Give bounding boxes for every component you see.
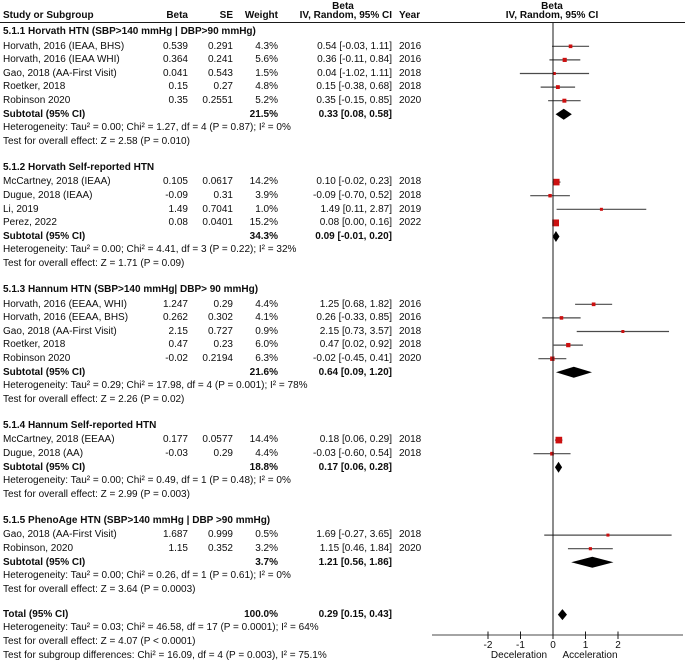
study-beta: -0.02 — [165, 352, 188, 364]
study-row — [0, 325, 685, 339]
study-se: 0.31 — [213, 189, 233, 201]
subgroup-heading-label: 5.1.2 Horvath Self-reported HTN — [3, 161, 155, 173]
study-ci: -0.03 [-0.60, 0.54] — [313, 447, 392, 459]
study-beta: -0.09 — [165, 189, 188, 201]
study-beta: 0.08 — [168, 217, 188, 229]
subgroup-differences-text: Test for subgroup differences: Chi² = 16.09, df = 4 (P = 0.003), I² = 75.1% — [3, 649, 327, 661]
study-row — [0, 298, 685, 312]
study-weight: 15.2% — [249, 217, 278, 229]
study-ci: 0.04 [-1.02, 1.11] — [317, 67, 392, 79]
study-ci: 0.47 [0.02, 0.92] — [319, 339, 392, 351]
subtotal-row — [0, 461, 685, 475]
subtotal-row — [0, 230, 685, 244]
study-row — [0, 352, 685, 366]
study-weight: 4.1% — [255, 312, 278, 324]
study-se: 0.241 — [207, 54, 233, 66]
heterogeneity-row — [0, 569, 685, 583]
study-label: Robinson, 2020 — [3, 542, 74, 554]
study-label: Gao, 2018 (AA-First Visit) — [3, 67, 117, 79]
study-ci: -0.09 [-0.70, 0.52] — [313, 189, 392, 201]
study-se: 0.999 — [207, 529, 233, 541]
study-se: 0.543 — [207, 67, 233, 79]
study-row — [0, 203, 685, 217]
axis-annotation-acceleration: Acceleration — [562, 650, 618, 661]
study-label: Gao, 2018 (AA-First Visit) — [3, 529, 117, 541]
total-label: Total (95% CI) — [3, 608, 69, 620]
study-year: 2016 — [399, 312, 422, 324]
subtotal-label: Subtotal (95% CI) — [3, 366, 86, 378]
subgroup-heading — [0, 282, 685, 298]
subgroup-heading-label: 5.1.1 Horvath HTN (SBP>140 mmHg | DBP>90 mmHg) — [3, 26, 256, 37]
study-row — [0, 528, 685, 542]
overall-effect-text: Test for overall effect: Z = 3.64 (P = 0.0003) — [3, 583, 196, 595]
study-year: 2018 — [399, 529, 422, 541]
study-row — [0, 80, 685, 94]
x-tick-label: -2 — [483, 640, 493, 651]
study-se: 0.302 — [207, 312, 233, 324]
subgroup-heading-label: 5.1.4 Hannum Self-reported HTN — [3, 419, 157, 431]
study-row — [0, 94, 685, 108]
header-separator-line — [0, 22, 685, 24]
study-year: 2018 — [399, 325, 422, 337]
study-weight: 6.0% — [255, 339, 278, 351]
study-beta: 0.15 — [168, 81, 188, 93]
study-ci: 0.35 [-0.15, 0.85] — [316, 94, 392, 106]
study-beta: 1.687 — [162, 529, 188, 541]
study-se: 0.352 — [207, 542, 233, 554]
subtotal-ci: 0.09 [-0.01, 0.20] — [315, 230, 392, 242]
overall-effect-row — [0, 583, 685, 597]
subgroup-heading-label: 5.1.5 PhenoAge HTN (SBP>140 mmHg | DBP >90 mmHg) — [3, 514, 271, 526]
study-label: Robinson 2020 — [3, 352, 71, 364]
subtotal-weight: 18.8% — [249, 461, 278, 473]
subgroup-heading-label: 5.1.3 Hannum HTN (SBP>140 mmHg| DBP> 90 mmHg) — [3, 284, 259, 295]
overall-effect-text: Test for overall effect: Z = 2.58 (P = 0.010) — [3, 135, 190, 147]
study-weight: 4.4% — [255, 447, 278, 459]
study-se: 0.2551 — [202, 94, 233, 106]
study-beta: 0.47 — [168, 339, 188, 351]
subtotal-label: Subtotal (95% CI) — [3, 230, 86, 242]
study-label: Perez, 2022 — [3, 217, 57, 229]
study-weight: 1.5% — [255, 67, 278, 79]
subtotal-ci: 0.64 [0.09, 1.20] — [318, 366, 392, 378]
subtotal-label: Subtotal (95% CI) — [3, 108, 86, 120]
subtotal-label: Subtotal (95% CI) — [3, 556, 86, 568]
study-weight: 5.6% — [255, 54, 278, 66]
total-row — [0, 608, 685, 622]
heterogeneity-text: Heterogeneity: Tau² = 0.00; Chi² = 1.27, df = 4 (P = 0.87); I² = 0% — [3, 122, 291, 134]
study-row — [0, 40, 685, 54]
study-ci: 0.26 [-0.33, 0.85] — [316, 312, 392, 324]
study-beta: -0.03 — [165, 447, 188, 459]
subtotal-ci: 0.17 [0.06, 0.28] — [318, 461, 392, 473]
study-label: Horvath, 2016 (EEAA, BHS) — [3, 312, 129, 324]
study-label: Li, 2019 — [3, 203, 39, 215]
plot-effect-group-header: Beta — [541, 1, 563, 12]
study-row — [0, 542, 685, 556]
study-beta: 0.364 — [162, 54, 188, 66]
heterogeneity-row — [0, 121, 685, 135]
study-ci: 1.25 [0.68, 1.82] — [319, 298, 392, 310]
study-se: 0.27 — [213, 81, 233, 93]
study-se: 0.291 — [207, 40, 233, 52]
study-ci: -0.02 [-0.45, 0.41] — [313, 352, 392, 364]
subtotal-weight: 34.3% — [249, 230, 278, 242]
study-year: 2018 — [399, 67, 422, 79]
study-label: Horvath, 2016 (EEAA, WHI) — [3, 298, 127, 310]
study-beta: 0.177 — [162, 434, 188, 446]
study-beta: 1.49 — [168, 203, 188, 215]
total-overall-effect-text: Test for overall effect: Z = 4.07 (P < 0.0001) — [3, 636, 196, 647]
overall-effect-text: Test for overall effect: Z = 1.71 (P = 0.09) — [3, 257, 185, 269]
heterogeneity-text: Heterogeneity: Tau² = 0.29; Chi² = 17.98, df = 4 (P = 0.001); I² = 78% — [3, 380, 308, 392]
study-year: 2016 — [399, 40, 422, 52]
table-effect-group-header: Beta — [332, 1, 354, 12]
study-ci: 0.36 [-0.11, 0.84] — [317, 54, 392, 66]
study-label: Dugue, 2018 (IEAA) — [3, 189, 93, 201]
study-beta: 0.105 — [162, 176, 188, 188]
col-header-year: Year — [399, 10, 421, 21]
study-label: Gao, 2018 (AA-First Visit) — [3, 325, 117, 337]
study-se: 0.29 — [213, 298, 233, 310]
study-weight: 14.4% — [249, 434, 278, 446]
study-se: 0.2194 — [202, 352, 233, 364]
heterogeneity-row — [0, 474, 685, 488]
total-weight: 100.0% — [244, 608, 278, 620]
subtotal-label: Subtotal (95% CI) — [3, 461, 86, 473]
heterogeneity-text: Heterogeneity: Tau² = 0.00; Chi² = 0.49, df = 1 (P = 0.48); I² = 0% — [3, 475, 291, 487]
study-beta: 0.041 — [162, 67, 188, 79]
study-year: 2018 — [399, 81, 422, 93]
study-se: 0.0577 — [202, 434, 233, 446]
study-row — [0, 338, 685, 352]
study-beta: 2.15 — [168, 325, 188, 337]
study-beta: 1.247 — [162, 298, 188, 310]
study-row — [0, 175, 685, 189]
heterogeneity-row — [0, 379, 685, 393]
study-weight: 0.9% — [255, 325, 278, 337]
study-ci: 0.10 [-0.02, 0.23] — [316, 176, 392, 188]
study-se: 0.0401 — [202, 217, 233, 229]
study-weight: 4.8% — [255, 81, 278, 93]
col-header-study: Study or Subgroup — [3, 10, 94, 21]
study-year: 2018 — [399, 339, 422, 351]
study-row — [0, 447, 685, 461]
study-label: Roetker, 2018 — [3, 339, 66, 351]
study-ci: 1.15 [0.46, 1.84] — [319, 542, 392, 554]
study-ci: 0.18 [0.06, 0.29] — [319, 434, 392, 446]
study-year: 2020 — [399, 94, 422, 106]
study-row — [0, 433, 685, 447]
study-beta: 0.35 — [168, 94, 188, 106]
study-year: 2019 — [399, 203, 422, 215]
study-year: 2018 — [399, 434, 422, 446]
heterogeneity-row — [0, 243, 685, 257]
axis-annotation-deceleration: Deceleration — [490, 650, 548, 661]
col-header-weight: Weight — [244, 10, 278, 21]
overall-effect-row — [0, 135, 685, 149]
study-year: 2016 — [399, 54, 422, 66]
subtotal-weight: 21.6% — [249, 366, 278, 378]
col-header-ci: IV, Random, 95% CI — [299, 10, 392, 21]
study-year: 2020 — [399, 352, 422, 364]
study-se: 0.0617 — [202, 176, 233, 188]
study-se: 0.23 — [213, 339, 233, 351]
study-weight: 4.4% — [255, 298, 278, 310]
study-weight: 14.2% — [249, 176, 278, 188]
study-se: 0.7041 — [202, 203, 233, 215]
study-beta: 0.539 — [162, 40, 188, 52]
overall-effect-text: Test for overall effect: Z = 2.26 (P = 0.02) — [3, 393, 185, 405]
x-tick-label: -1 — [516, 640, 525, 651]
study-weight: 6.3% — [255, 352, 278, 364]
subgroup-heading — [0, 24, 685, 40]
study-row — [0, 67, 685, 81]
study-label: McCartney, 2018 (IEAA) — [3, 176, 111, 188]
overall-effect-row — [0, 257, 685, 271]
study-label: Horvath, 2016 (IEAA WHI) — [3, 54, 120, 66]
column-header-row — [0, 10, 685, 21]
x-tick-label: 1 — [582, 640, 589, 651]
study-se: 0.727 — [207, 325, 233, 337]
x-tick-label: 0 — [550, 640, 556, 651]
overall-effect-row — [0, 488, 685, 502]
study-year: 2022 — [399, 217, 422, 229]
study-year: 2016 — [399, 298, 422, 310]
study-beta: 0.262 — [162, 312, 188, 324]
subtotal-ci: 1.21 [0.56, 1.86] — [318, 556, 392, 568]
subtotal-row — [0, 108, 685, 122]
study-ci: 0.15 [-0.38, 0.68] — [316, 81, 392, 93]
study-weight: 3.9% — [255, 189, 278, 201]
plot-header-ci: IV, Random, 95% CI — [505, 10, 599, 21]
study-se: 0.29 — [213, 447, 233, 459]
subtotal-weight: 21.5% — [249, 108, 278, 120]
study-label: McCartney, 2018 (EEAA) — [3, 434, 115, 446]
study-year: 2018 — [399, 176, 422, 188]
study-label: Roetker, 2018 — [3, 81, 66, 93]
subgroup-heading — [0, 418, 685, 434]
total-heterogeneity-row — [0, 621, 685, 635]
study-ci: 1.49 [0.11, 2.87] — [320, 203, 392, 215]
study-weight: 4.3% — [255, 40, 278, 52]
total-ci: 0.29 [0.15, 0.43] — [318, 608, 392, 620]
study-label: Robinson 2020 — [3, 94, 71, 106]
study-weight: 0.5% — [255, 529, 278, 541]
study-ci: 2.15 [0.73, 3.57] — [319, 325, 392, 337]
study-weight: 1.0% — [255, 203, 278, 215]
col-header-beta: Beta — [166, 10, 188, 21]
study-row — [0, 189, 685, 203]
study-row — [0, 53, 685, 67]
study-ci: 0.54 [-0.03, 1.11] — [317, 40, 392, 52]
heterogeneity-text: Heterogeneity: Tau² = 0.00; Chi² = 0.26, df = 1 (P = 0.61); I² = 0% — [3, 570, 291, 582]
study-weight: 3.2% — [255, 542, 278, 554]
study-label: Dugue, 2018 (AA) — [3, 447, 84, 459]
subtotal-weight: 3.7% — [255, 556, 278, 568]
total-heterogeneity-text: Heterogeneity: Tau² = 0.03; Chi² = 46.58, df = 17 (P = 0.0001); I² = 64% — [3, 622, 319, 634]
study-label: Horvath, 2016 (IEAA, BHS) — [3, 40, 125, 52]
overall-effect-text: Test for overall effect: Z = 2.99 (P = 0.003) — [3, 488, 190, 500]
x-tick-label: 2 — [615, 640, 621, 651]
subtotal-ci: 0.33 [0.08, 0.58] — [318, 108, 392, 120]
study-row — [0, 216, 685, 230]
study-ci: 0.08 [0.00, 0.16] — [319, 217, 392, 229]
study-row — [0, 311, 685, 325]
subgroup-heading — [0, 160, 685, 176]
subtotal-row — [0, 556, 685, 570]
col-header-se: SE — [219, 10, 233, 21]
study-beta: 1.15 — [168, 542, 188, 554]
subtotal-row — [0, 366, 685, 380]
study-year: 2018 — [399, 189, 422, 201]
study-weight: 5.2% — [255, 94, 278, 106]
study-year: 2020 — [399, 542, 422, 554]
overall-effect-row — [0, 393, 685, 407]
subgroup-heading — [0, 513, 685, 529]
heterogeneity-text: Heterogeneity: Tau² = 0.00; Chi² = 4.41, df = 3 (P = 0.22); I² = 32% — [3, 244, 297, 256]
study-ci: 1.69 [-0.27, 3.65] — [316, 529, 392, 541]
study-year: 2018 — [399, 447, 422, 459]
